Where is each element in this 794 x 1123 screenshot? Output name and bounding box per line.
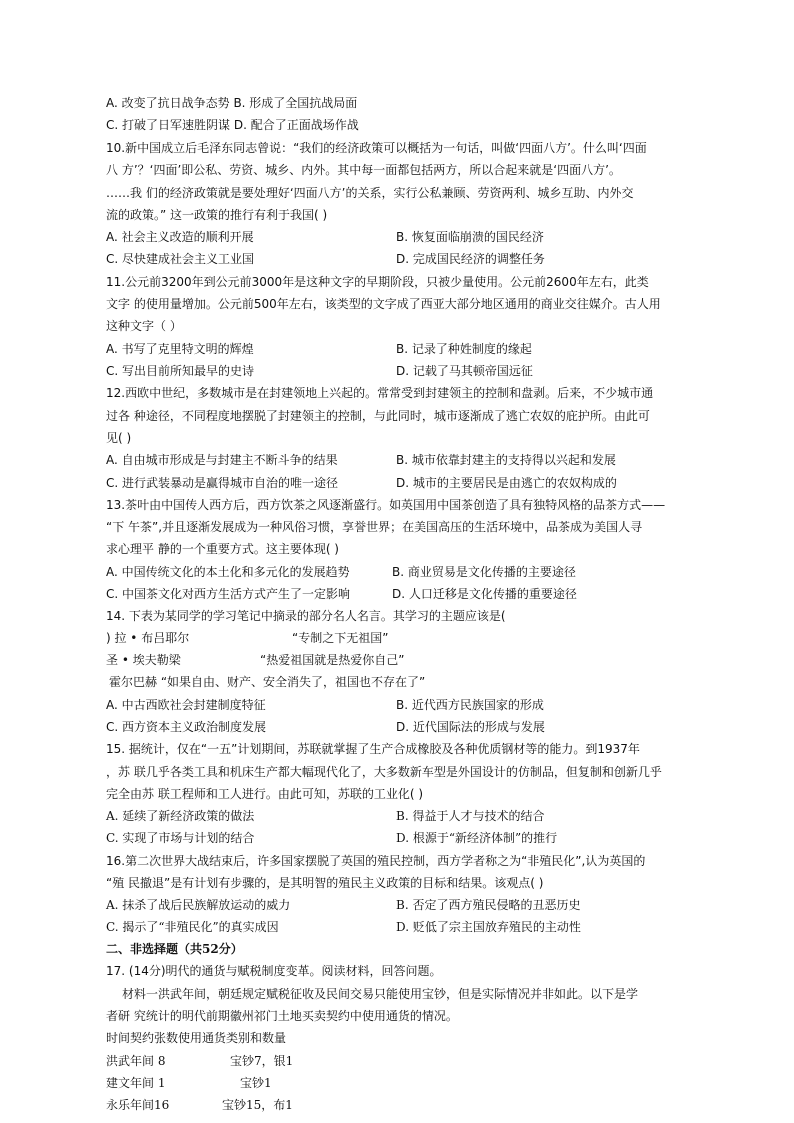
text-line-37-0: C. 揭示了“非殖民化”的真实成因 — [106, 920, 279, 934]
text-line-22-0: C. 中国茶文化对西方生活方式产生了一定影响 — [106, 587, 351, 601]
text-line-25-1: “热爱祖国就是热爱你自己” — [260, 653, 405, 667]
text-line-39-0: 17. (14分)明代的通货与赋税制度变革。阅读材料，回答问题。 — [106, 964, 442, 978]
text-line-32-0: A. 延续了新经济政策的做法 — [106, 809, 255, 823]
text-line-4-0: ……我 们的经济政策就是要处理好‘四面八方’的关系，实行公私兼顾、劳资两利、城乡互助、内外交 — [106, 186, 634, 200]
text-line-45-1: 宝钞15，布1 — [222, 1098, 293, 1112]
text-line-41-0: 者研 究统计的明代前期徽州祁门土地买卖契约中使用通货的情况。 — [106, 1009, 458, 1023]
text-line-6-0: A. 社会主义改造的顺利开展 — [106, 230, 254, 244]
text-line-33-0: C. 实现了市场与计划的结合 — [106, 831, 255, 845]
text-line-37-1: D. 贬低了宗主国放弃殖民的主动性 — [396, 920, 581, 934]
text-line-30-0: ，苏 联几乎各类工具和机床生产都大幅现代化了，大多数新车型是外国设计的仿制品，但复制和创新几乎 — [106, 765, 662, 779]
text-line-3-0: 八 方’？‘四面’即公私、劳资、城乡、内外。其中每一面都包括两方，所以合起来就是‘四面八方’。 — [106, 163, 621, 177]
text-line-36-1: B. 否定了西方殖民侵略的丑恶历史 — [396, 898, 581, 912]
text-line-2-0: 10.新中国成立后毛泽东同志曾说：“我们的经济政策可以概括为一句话，叫做‘四面八方’。什么叫‘四面 — [106, 141, 647, 155]
text-line-14-0: 过各 种途径，不同程度地摆脱了封建领主的控制，与此同时，城市逐渐成了逃亡农奴的庇护所。由此可 — [106, 409, 650, 423]
text-line-22-1: D. 人口迁移是文化传播的重要途径 — [392, 587, 577, 601]
text-line-43-1: 宝钞7，银1 — [230, 1054, 294, 1068]
text-line-36-0: A. 抹杀了战后民族解放运动的威力 — [106, 898, 291, 912]
text-line-17-1: D. 城市的主要居民是由逃亡的农奴构成的 — [396, 476, 617, 490]
text-line-11-0: A. 书写了克里特文明的辉煌 — [106, 342, 254, 356]
text-line-32-1: B. 得益于人才与技术的结合 — [396, 809, 545, 823]
text-line-24-0: ) 拉 • 布吕耶尔 — [106, 631, 190, 645]
text-line-19-0: “下 午茶”,并且逐渐发展成为一种风俗习惯，享誉世界；在美国高压的生活环境中，品茶成为美国人寻 — [106, 520, 643, 534]
text-line-29-0: 15. 据统计，仅在“一五”计划期间，苏联就掌握了生产合成橡胶及各种优质钢材等的能力。到1937年 — [106, 742, 640, 756]
text-line-43-0: 洪武年间 8 — [106, 1054, 166, 1068]
text-line-9-0: 文字 的使用量增加。公元前500年左右，该类型的文字成了西亚大部分地区通用的商业交往媒介。古人用 — [106, 297, 661, 311]
text-line-44-1: 宝钞1 — [240, 1076, 272, 1090]
text-line-42-0: 时间契约张数使用通货类别和数量 — [106, 1031, 287, 1045]
text-line-15-0: 见( ) — [106, 431, 132, 445]
text-line-38-0: 二、非选择题（共52分） — [106, 942, 243, 956]
text-line-21-0: A. 中国传统文化的本土化和多元化的发展趋势 — [106, 565, 350, 579]
text-line-40-0: 材料一洪武年间，朝廷规定赋税征收及民间交易只能使用宝钞，但是实际情况并非如此。以下是学 — [122, 987, 639, 1001]
text-line-11-1: B. 记录了种姓制度的缘起 — [396, 342, 532, 356]
text-line-28-1: D. 近代国际法的形成与发展 — [396, 720, 545, 734]
text-line-7-0: C. 尽快建成社会主义工业国 — [106, 252, 255, 266]
text-line-12-0: C. 写出目前所知最早的史诗 — [106, 364, 255, 378]
text-line-12-1: D. 记载了马其顿帝国远征 — [396, 364, 533, 378]
text-line-44-0: 建文年间 1 — [106, 1076, 166, 1090]
text-line-45-0: 永乐年间16 — [106, 1098, 170, 1112]
text-line-21-1: B. 商业贸易是文化传播的主要途径 — [392, 565, 576, 579]
text-line-10-0: 这种文字（ ） — [106, 319, 182, 333]
text-line-6-1: B. 恢复面临崩溃的国民经济 — [396, 230, 544, 244]
text-line-13-0: 12.西欧中世纪，多数城市是在封建领地上兴起的。常常受到封建领主的控制和盘剥。后来，不少城市通 — [106, 386, 654, 400]
text-line-35-0: “殖 民撤退”是有计划有步骤的，是其明智的殖民主义政策的目标和结果。该观点( ) — [106, 876, 544, 890]
text-line-28-0: C. 西方资本主义政治制度发展 — [106, 720, 267, 734]
text-line-24-1: “专制之下无祖国” — [292, 631, 389, 645]
text-line-0-0: A. 改变了抗日战争态势 B. 形成了全国抗战局面 — [106, 96, 358, 110]
text-line-17-0: C. 进行武装暴动是赢得城市自治的唯一途径 — [106, 476, 339, 490]
text-line-1-0: C. 打破了日军速胜阴谋 D. 配合了正面战场作战 — [106, 118, 359, 132]
text-line-31-0: 完全由苏 联工程师和工人进行。由此可知，苏联的工业化( ) — [106, 787, 423, 801]
text-line-23-0: 14. 下表为某同学的学习笔记中摘录的部分名人名言。其学习的主题应该是( — [106, 609, 506, 623]
text-line-7-1: D. 完成国民经济的调整任务 — [396, 252, 545, 266]
text-line-26-0: 霍尔巴赫 “如果自由、财产、安全消失了，祖国也不存在了” — [109, 675, 426, 689]
text-line-27-0: A. 中古西欧社会封建制度特征 — [106, 698, 266, 712]
text-line-34-0: 16.第二次世界大战结束后，许多国家摆脱了英国的殖民控制，西方学者称之为“非殖民化”,认为英国的 — [106, 854, 646, 868]
text-line-5-0: 流的政策。” 这一政策的推行有利于我国( ) — [106, 208, 328, 222]
text-line-16-0: A. 自由城市形成是与封建主不断斗争的结果 — [106, 453, 338, 467]
text-line-8-0: 11.公元前3200年到公元前3000年是这种文字的早期阶段，只被少量使用。公元前2600年左右，此类 — [106, 275, 649, 289]
text-line-18-0: 13.茶叶由中国传人西方后，西方饮茶之风逐渐盛行。如英国用中国茶创造了具有独特风格的品茶方式—— — [106, 498, 666, 512]
text-line-20-0: 求心理平 静的一个重要方式。这主要体现( ) — [106, 542, 339, 556]
text-line-33-1: D. 根源于“新经济体制”的推行 — [396, 831, 558, 845]
text-line-27-1: B. 近代西方民族国家的形成 — [396, 698, 544, 712]
text-line-16-1: B. 城市依靠封建主的支持得以兴起和发展 — [396, 453, 616, 467]
text-line-25-0: 圣 • 埃夫勒梁 — [106, 653, 181, 667]
